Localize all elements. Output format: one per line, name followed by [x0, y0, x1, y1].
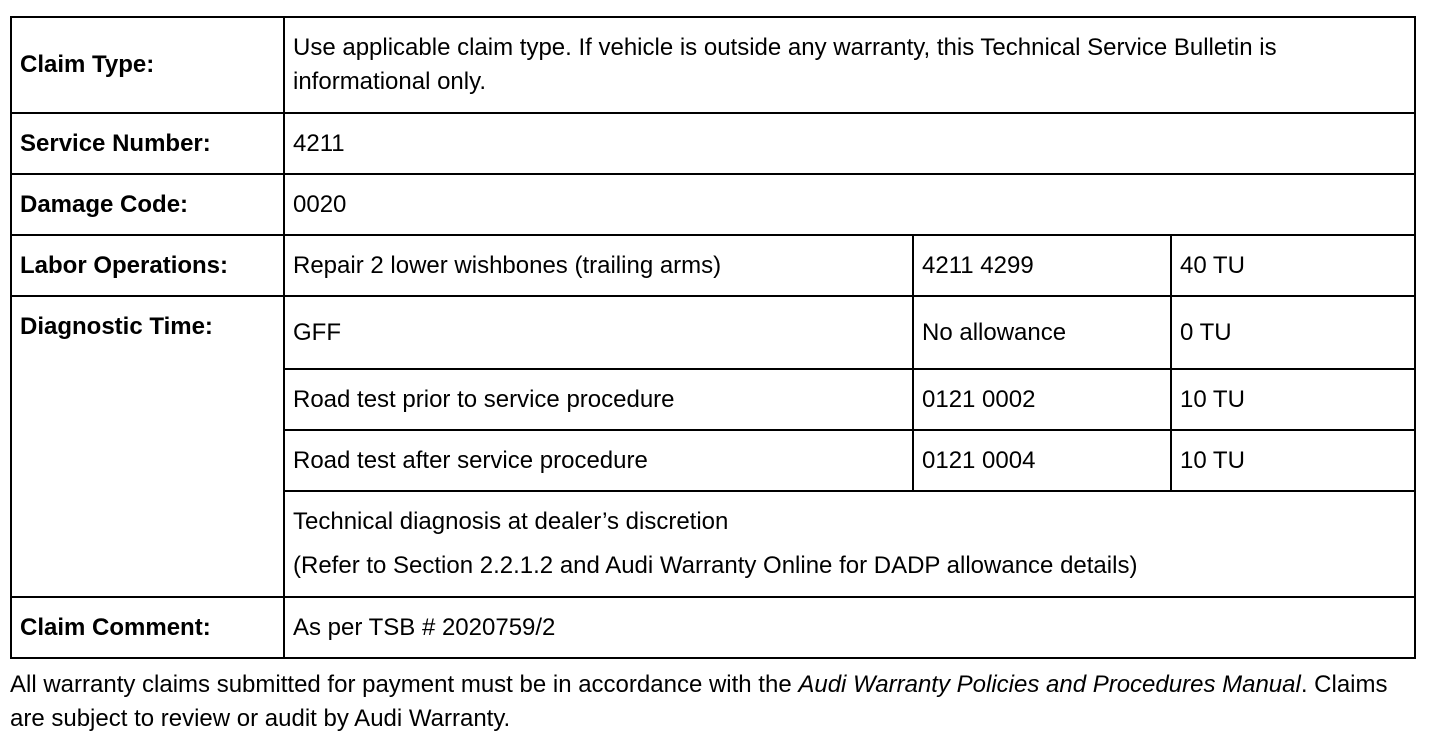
policy-note-text-end: . Claims are subject to review or audit by Audi Warranty. [10, 671, 1388, 732]
claim-type-label: Claim Type: [11, 17, 284, 113]
service-number-row [11, 113, 1415, 174]
diagnostic-row [11, 296, 1415, 369]
diagnostic-item-description: Road test after service procedure [284, 430, 913, 491]
claim-type-value: Use applicable claim type. If vehicle is outside any warranty, this Technical Service Bulletin is informational only. [284, 17, 1415, 113]
technical-diagnosis-cell [284, 491, 1415, 597]
diagnostic-item-description: Road test prior to service procedure [284, 369, 913, 430]
labor-operation-description: Repair 2 lower wishbones (trailing arms) [284, 235, 913, 296]
damage-code-row [11, 174, 1415, 235]
service-number-value: 4211 [284, 113, 1415, 174]
policy-note-text-start: All warranty claims submitted for payment must be in accordance with the [10, 671, 799, 698]
labor-operations-row [11, 235, 1415, 296]
technical-diagnosis-row [11, 491, 1415, 597]
diagnostic-row [11, 430, 1415, 491]
diagnostic-label-spacer [11, 369, 284, 430]
warranty-claim-table [10, 16, 1416, 659]
labor-operations-label: Labor Operations: [11, 235, 284, 296]
diagnostic-item-time: 0 TU [1171, 296, 1415, 369]
diagnostic-row [11, 369, 1415, 430]
diagnostic-item-time: 10 TU [1171, 369, 1415, 430]
diagnostic-time-label: Diagnostic Time: [11, 296, 284, 369]
diagnostic-label-spacer [11, 430, 284, 491]
warranty-policy-note [10, 668, 1420, 736]
diagnostic-item-code: 0121 0004 [913, 430, 1171, 491]
labor-operation-code: 4211 4299 [913, 235, 1171, 296]
dadp-allowance-reference: (Refer to Section 2.2.1.2 and Audi Warranty Online for DADP allowance details) [293, 552, 1138, 579]
claim-comment-row [11, 597, 1415, 658]
technical-diagnosis-text: Technical diagnosis at dealer’s discretion [293, 508, 729, 535]
diagnostic-label-spacer [11, 491, 284, 597]
warranty-manual-title: Audi Warranty Policies and Procedures Manual [798, 671, 1301, 698]
damage-code-label: Damage Code: [11, 174, 284, 235]
diagnostic-item-code: No allowance [913, 296, 1171, 369]
claim-comment-label: Claim Comment: [11, 597, 284, 658]
claim-comment-value: As per TSB # 2020759/2 [284, 597, 1415, 658]
diagnostic-item-time: 10 TU [1171, 430, 1415, 491]
damage-code-value: 0020 [284, 174, 1415, 235]
diagnostic-item-code: 0121 0002 [913, 369, 1171, 430]
diagnostic-item-description: GFF [284, 296, 913, 369]
service-number-label: Service Number: [11, 113, 284, 174]
claim-type-row [11, 17, 1415, 113]
labor-operation-time: 40 TU [1171, 235, 1415, 296]
